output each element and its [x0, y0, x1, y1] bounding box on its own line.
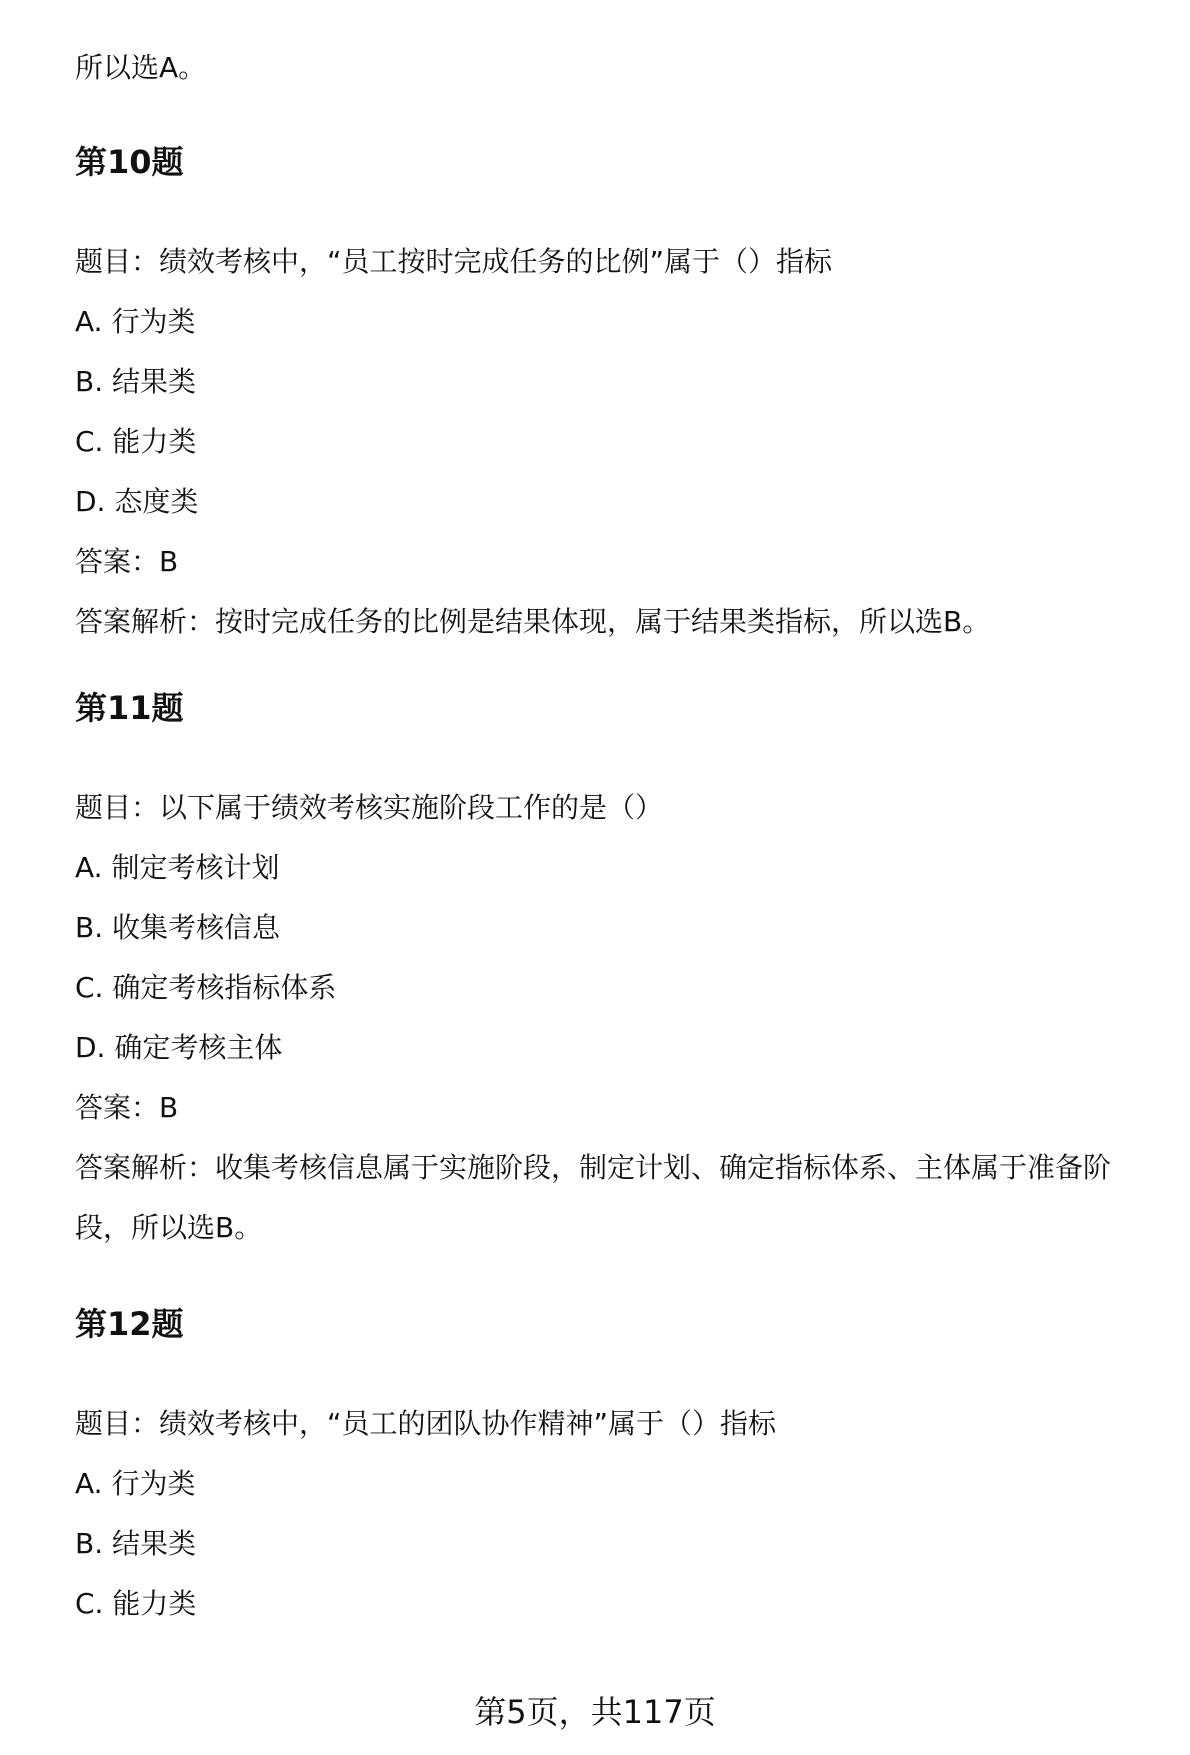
question-heading: 第12题: [75, 1305, 184, 1343]
question-stem: 题目：以下属于绩效考核实施阶段工作的是（）: [75, 791, 664, 824]
question-heading: 第10题: [75, 143, 184, 181]
option-c: C. 能力类: [75, 425, 197, 458]
option-a: A. 行为类: [75, 1467, 196, 1500]
answer-analysis: 答案解析：按时完成任务的比例是结果体现，属于结果类指标，所以选B。: [75, 605, 991, 638]
page-content: [75, 48, 1165, 1644]
answer-text: 答案：B: [75, 545, 179, 578]
option-c: C. 能力类: [75, 1587, 197, 1620]
question-stem: 题目：绩效考核中，“员工的团队协作精神”属于（）指标: [75, 1407, 777, 1440]
question-block: [75, 140, 1165, 642]
page-number-footer: 第5页，共117页: [474, 1693, 716, 1731]
question-heading: 第11题: [75, 689, 184, 727]
option-a: A. 制定考核计划: [75, 851, 280, 884]
question-block: [75, 1302, 1165, 1624]
question-stem: 题目：绩效考核中，“员工按时完成任务的比例”属于（）指标: [75, 245, 833, 278]
option-b: B. 结果类: [75, 365, 197, 398]
option-b: B. 收集考核信息: [75, 911, 281, 944]
question-block: [75, 686, 1165, 1258]
option-d: D. 态度类: [75, 485, 199, 518]
option-a: A. 行为类: [75, 305, 196, 338]
answer-analysis: 答案解析：收集考核信息属于实施阶段，制定计划、确定指标体系、主体属于准备阶段，所以选B。: [75, 1151, 1112, 1244]
intro-text: 所以选A。: [75, 51, 207, 84]
option-d: D. 确定考核主体: [75, 1031, 283, 1064]
option-b: B. 结果类: [75, 1527, 197, 1560]
answer-text: 答案：B: [75, 1091, 179, 1124]
option-c: C. 确定考核指标体系: [75, 971, 337, 1004]
